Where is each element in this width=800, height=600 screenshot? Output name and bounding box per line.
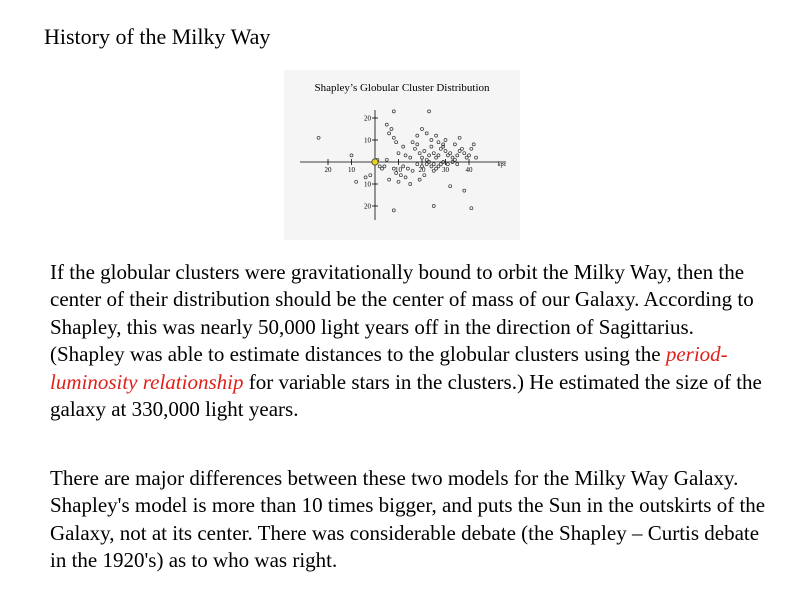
cluster-point (404, 176, 407, 179)
cluster-point (385, 158, 388, 161)
x-tick-label: 10 (395, 166, 402, 174)
cluster-point (421, 128, 424, 131)
cluster-point (416, 134, 419, 137)
x-tick-label: 20 (418, 166, 426, 174)
period-luminosity-link[interactable]: period-luminosity relationship (50, 342, 728, 394)
cluster-point (432, 163, 435, 166)
cluster-point (444, 139, 447, 142)
cluster-point (416, 143, 419, 146)
cluster-point (475, 156, 478, 159)
cluster-point (472, 143, 475, 146)
y-tick-label: 10 (364, 180, 371, 189)
cluster-point (369, 174, 372, 177)
cluster-point (388, 132, 391, 135)
paragraph-model-differences: There are major differences between these two models for the Milky Way Galaxy. Shapley's model is more than 10 times bigger, and puts the Sun in the outskirts of the Galaxy, not at its center. There was considerable debate (the Shapley – Curtis debate in the 1920's) as to who was right. (50, 466, 766, 573)
cluster-point (470, 147, 473, 150)
cluster-point (416, 163, 419, 166)
cluster-point (468, 154, 471, 157)
cluster-point (463, 152, 466, 155)
paragraph-text: If the globular clusters were gravitationally bound to orbit the Milky Way, then the center of their distribution should be the center of mass of our Galaxy. According to Shapley, this was nearly 50,000 light years off in the direction of Sagittarius. (Shapley was able to estimate distances to the globular clusters using the (50, 260, 754, 367)
y-tick-label: 20 (364, 202, 371, 211)
cluster-point (421, 156, 424, 159)
cluster-point (437, 154, 440, 157)
cluster-point (458, 136, 461, 139)
cluster-point (428, 110, 431, 113)
globular-cluster-chart (284, 70, 520, 240)
cluster-point (406, 167, 409, 170)
cluster-point (428, 154, 431, 157)
cluster-point (470, 207, 473, 210)
cluster-point (355, 180, 358, 183)
cluster-point (411, 169, 414, 172)
cluster-point (350, 154, 353, 157)
cluster-point (423, 174, 426, 177)
cluster-point (402, 145, 405, 148)
cluster-point (437, 165, 440, 168)
cluster-point (364, 176, 367, 179)
cluster-point (409, 156, 412, 159)
sun-marker (372, 159, 378, 165)
cluster-point (444, 150, 447, 153)
cluster-point (390, 128, 393, 131)
x-tick-label: 10 (348, 166, 355, 174)
cluster-point (423, 150, 426, 153)
cluster-point (463, 189, 466, 192)
cluster-point (456, 163, 459, 166)
x-tick-label: 40 (465, 166, 473, 174)
cluster-point (388, 178, 391, 181)
cluster-point (317, 136, 320, 139)
cluster-point (430, 139, 433, 142)
x-tick-label: 20 (324, 166, 332, 174)
cluster-point (402, 165, 405, 168)
cluster-point (411, 141, 414, 144)
cluster-point (432, 152, 435, 155)
cluster-point (418, 178, 421, 181)
cluster-point (430, 145, 433, 148)
cluster-point (432, 205, 435, 208)
cluster-point (437, 141, 440, 144)
cluster-point (435, 134, 438, 137)
cluster-point (460, 147, 463, 150)
page-title: History of the Milky Way (44, 24, 271, 49)
y-tick-label: 20 (364, 114, 371, 123)
cluster-point (392, 209, 395, 212)
cluster-point (378, 165, 381, 168)
y-tick-label: 10 (364, 136, 371, 145)
paragraph-shapley-distribution (50, 259, 770, 423)
cluster-point (425, 132, 428, 135)
cluster-point (392, 136, 395, 139)
x-tick-label: 30 (442, 166, 449, 174)
cluster-point (397, 180, 400, 183)
globular-cluster-figure (284, 70, 520, 240)
cluster-point (409, 183, 412, 186)
paragraph-text: for variable stars in the clusters.) He estimated the size of the galaxy at 330,000 light years. (50, 369, 762, 422)
cluster-point (385, 123, 388, 126)
cluster-point (399, 174, 402, 177)
cluster-point (404, 154, 407, 157)
cluster-point (449, 185, 452, 188)
cluster-point (456, 154, 459, 157)
cluster-point (395, 141, 398, 144)
cluster-point (418, 152, 421, 155)
cluster-point (392, 110, 395, 113)
chart-title: Shapley’s Globular Cluster Distribution (314, 82, 490, 94)
cluster-point (453, 143, 456, 146)
cluster-point (413, 147, 416, 150)
cluster-point (449, 152, 452, 155)
x-axis-label: kpc (497, 162, 507, 168)
cluster-point (397, 152, 400, 155)
cluster-point (432, 169, 435, 172)
